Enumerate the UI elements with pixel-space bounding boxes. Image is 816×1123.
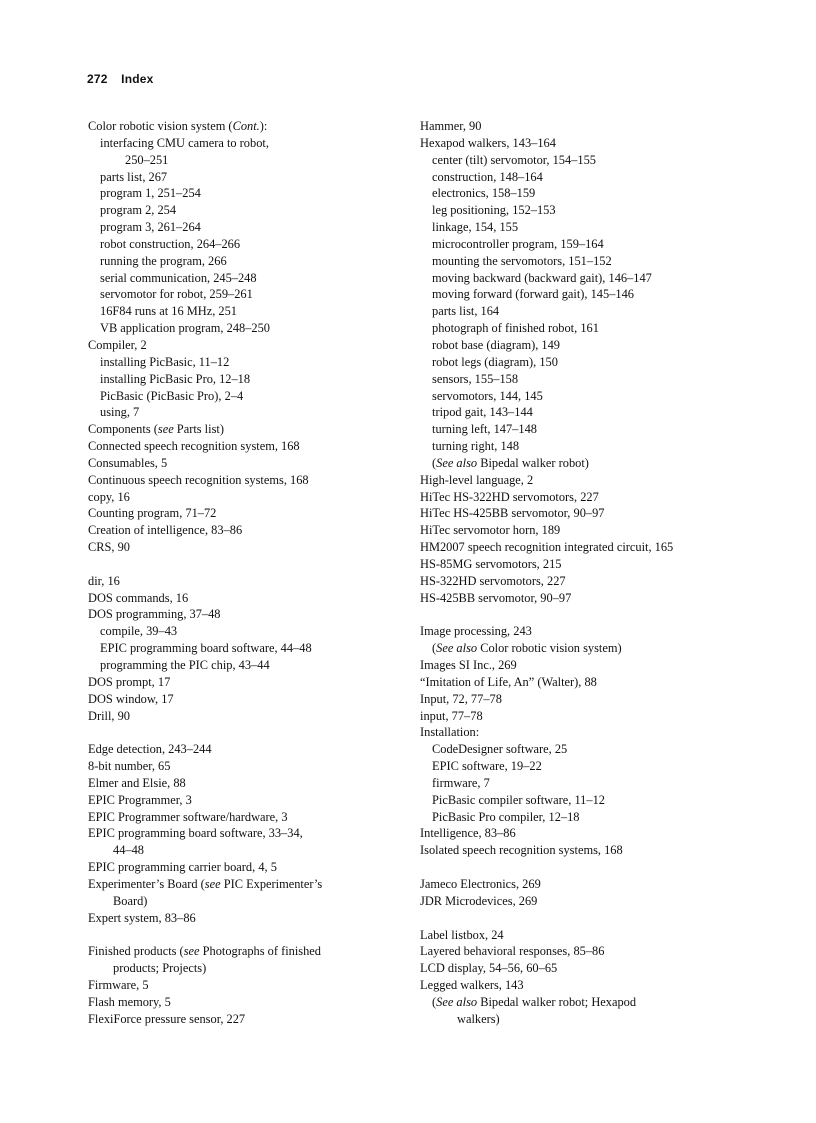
- index-subentry: turning left, 147–148: [432, 422, 537, 437]
- index-subentry: Board): [113, 893, 148, 908]
- index-subentry: VB application program, 248–250: [100, 321, 270, 336]
- page-number: 272: [87, 72, 108, 86]
- index-subentry: (See also Color robotic vision system): [432, 641, 622, 656]
- index-subentry: parts list, 267: [100, 169, 168, 184]
- index-group-gap: [420, 859, 750, 876]
- index-entry: FlexiForce pressure sensor, 227: [88, 1011, 246, 1026]
- index-entry: High-level language, 2: [420, 472, 534, 487]
- index-subentry: mounting the servomotors, 151–152: [432, 253, 612, 268]
- index-subentry: running the program, 266: [100, 253, 227, 268]
- index-subentry: walkers): [457, 1011, 500, 1026]
- index-entry: HS-425BB servomotor, 90–97: [420, 590, 572, 605]
- index-group-gap: [420, 606, 750, 623]
- index-subentry: using, 7: [100, 405, 140, 420]
- index-subentry: serial communication, 245–248: [100, 270, 257, 285]
- index-entry: “Imitation of Life, An” (Walter), 88: [420, 674, 597, 689]
- index-subentry: PicBasic Pro compiler, 12–18: [432, 809, 580, 824]
- index-entry: Input, 72, 77–78: [420, 691, 502, 706]
- index-subentry: 250–251: [125, 152, 169, 167]
- index-entry: Consumables, 5: [88, 455, 168, 470]
- index-subentry: PicBasic compiler software, 11–12: [432, 792, 605, 807]
- index-subentry: products; Projects): [113, 961, 207, 976]
- index-entry: Hexapod walkers, 143–164: [420, 135, 556, 150]
- index-subentry: PicBasic (PicBasic Pro), 2–4: [100, 388, 244, 403]
- index-entry: JDR Microdevices, 269: [420, 893, 538, 908]
- index-group-gap: [88, 927, 388, 944]
- index-group-gap: [420, 910, 750, 927]
- index-entry: DOS commands, 16: [88, 590, 189, 605]
- index-subentry: robot base (diagram), 149: [432, 337, 560, 352]
- index-subentry: robot construction, 264–266: [100, 236, 241, 251]
- index-group-gap: [88, 556, 388, 573]
- index-entry: EPIC programming carrier board, 4, 5: [88, 860, 277, 875]
- index-subentry: microcontroller program, 159–164: [432, 236, 604, 251]
- index-subentry: EPIC software, 19–22: [432, 759, 542, 774]
- index-entry: Legged walkers, 143: [420, 978, 524, 993]
- index-entry: dir, 16: [88, 573, 120, 588]
- index-subentry: (See also Bipedal walker robot): [432, 455, 589, 470]
- index-subentry: linkage, 154, 155: [432, 220, 519, 235]
- index-entry: copy, 16: [88, 489, 130, 504]
- section-title: Index: [121, 72, 154, 86]
- index-subentry: installing PicBasic Pro, 12–18: [100, 371, 251, 386]
- index-entry: EPIC Programmer software/hardware, 3: [88, 809, 288, 824]
- index-entry: Label listbox, 24: [420, 927, 504, 942]
- index-entry: Components (see Parts list): [88, 422, 224, 437]
- index-subentry: center (tilt) servomotor, 154–155: [432, 152, 596, 167]
- index-entry: HS-85MG servomotors, 215: [420, 556, 562, 571]
- index-subentry: 16F84 runs at 16 MHz, 251: [100, 304, 237, 319]
- index-entry: DOS prompt, 17: [88, 674, 171, 689]
- index-entry: Image processing, 243: [420, 624, 532, 639]
- index-subentry: firmware, 7: [432, 775, 490, 790]
- index-entry: Flash memory, 5: [88, 994, 171, 1009]
- index-entry: Images SI Inc., 269: [420, 658, 517, 672]
- index-subentry: servomotor for robot, 259–261: [100, 287, 253, 302]
- index-entry: DOS programming, 37–48: [88, 607, 221, 622]
- index-subentry: programming the PIC chip, 43–44: [100, 658, 270, 672]
- index-entry: DOS window, 17: [88, 691, 174, 706]
- index-entry: Intelligence, 83–86: [420, 826, 516, 841]
- index-subentry: compile, 39–43: [100, 624, 178, 639]
- index-subentry: parts list, 164: [432, 304, 500, 319]
- index-entry: Elmer and Elsie, 88: [88, 775, 186, 790]
- index-entry: Firmware, 5: [88, 978, 149, 993]
- index-subentry: electronics, 158–159: [432, 186, 536, 201]
- index-entry: Experimenter’s Board (see PIC Experimenter’s: [88, 876, 323, 891]
- index-subentry: program 3, 261–264: [100, 220, 201, 235]
- index-subentry: leg positioning, 152–153: [432, 203, 556, 218]
- index-entry: HiTec servomotor horn, 189: [420, 523, 561, 538]
- index-entry: Expert system, 83–86: [88, 910, 196, 925]
- index-entry: Drill, 90: [88, 708, 130, 723]
- index-entry: 8-bit number, 65: [88, 759, 171, 774]
- index-subentry: EPIC programming board software, 44–48: [100, 641, 312, 656]
- running-head: [87, 72, 154, 86]
- index-subentry: interfacing CMU camera to robot,: [100, 135, 269, 150]
- index-subentry: 44–48: [113, 843, 144, 858]
- index-subentry: construction, 148–164: [432, 169, 543, 184]
- index-subentry: sensors, 155–158: [432, 371, 519, 386]
- index-entry: LCD display, 54–56, 60–65: [420, 961, 558, 976]
- index-subentry: program 2, 254: [100, 203, 177, 218]
- index-entry: Continuous speech recognition systems, 168: [88, 472, 309, 487]
- index-entry: Finished products (see Photographs of finished: [88, 944, 322, 959]
- index-subentry: installing PicBasic, 11–12: [100, 354, 230, 369]
- index-entry: Jameco Electronics, 269: [420, 876, 541, 891]
- index-entry: EPIC Programmer, 3: [88, 792, 192, 807]
- index-subentry: moving forward (forward gait), 145–146: [432, 287, 634, 302]
- index-entry: Connected speech recognition system, 168: [88, 439, 300, 454]
- index-subentry: (See also Bipedal walker robot; Hexapod: [432, 994, 637, 1009]
- index-subentry: CodeDesigner software, 25: [432, 742, 568, 757]
- index-subentry: moving backward (backward gait), 146–147: [432, 270, 652, 285]
- index-entry: Hammer, 90: [420, 119, 482, 133]
- index-entry: Counting program, 71–72: [88, 506, 217, 521]
- index-entry: Compiler, 2: [88, 337, 147, 352]
- index-entry: Layered behavioral responses, 85–86: [420, 944, 605, 959]
- index-subentry: turning right, 148: [432, 439, 520, 454]
- index-subentry: robot legs (diagram), 150: [432, 354, 558, 369]
- index-entry: HS-322HD servomotors, 227: [420, 573, 566, 588]
- index-subentry: servomotors, 144, 145: [432, 388, 543, 403]
- index-entry: EPIC programming board software, 33–34,: [88, 826, 303, 841]
- index-entry: HiTec HS-322HD servomotors, 227: [420, 489, 599, 504]
- index-column-right: [420, 118, 750, 1028]
- index-entry: Edge detection, 243–244: [88, 742, 212, 757]
- index-group-gap: [88, 724, 388, 741]
- index-entry: HiTec HS-425BB servomotor, 90–97: [420, 506, 605, 521]
- index-subentry: program 1, 251–254: [100, 186, 201, 201]
- index-column-left: [88, 118, 388, 1028]
- index-entry: Creation of intelligence, 83–86: [88, 523, 243, 538]
- index-entry: Color robotic vision system (Cont.):: [88, 119, 268, 133]
- index-subentry: photograph of finished robot, 161: [432, 321, 599, 336]
- index-entry: CRS, 90: [88, 540, 131, 555]
- index-entry: Isolated speech recognition systems, 168: [420, 843, 623, 858]
- index-entry: input, 77–78: [420, 708, 483, 723]
- index-subentry: tripod gait, 143–144: [432, 405, 533, 420]
- index-entry: HM2007 speech recognition integrated circuit, 165: [420, 540, 674, 555]
- index-entry: Installation:: [420, 725, 480, 740]
